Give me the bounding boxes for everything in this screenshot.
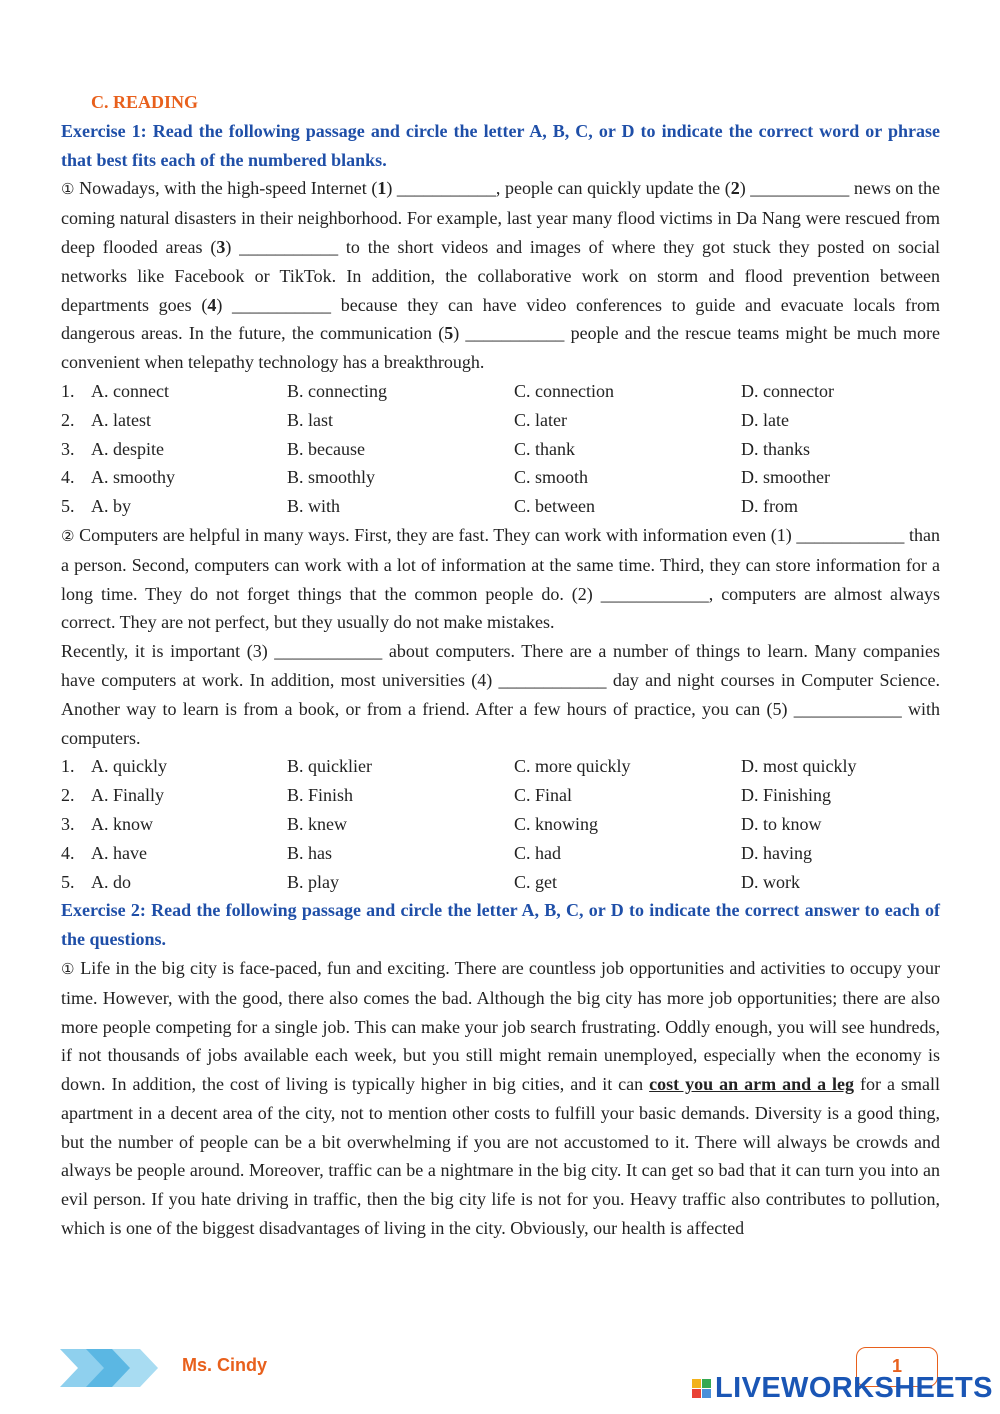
passage-text: ) ___________ news on the coming natural disasters in their neighborhood. For example, last year many flood victims in Da Nang were rescued from deep flooded areas ( [61, 178, 940, 257]
option-a[interactable]: A. latest [91, 409, 151, 430]
passage-text: ) ___________ to the short videos and images of where they got stuck they posted on social networks like Facebook or TikTok. In addition, the collaborative work on storm and flood prevention between departments goes ( [61, 236, 940, 315]
blank-number: 5 [444, 323, 454, 344]
option-b[interactable]: B. knew [287, 813, 347, 834]
option-c[interactable]: C. more quickly [514, 756, 631, 777]
page-footer [0, 1340, 1000, 1414]
passage-text: Nowadays, with the high-speed Internet ( [74, 178, 378, 199]
question-row [61, 492, 940, 521]
question-row [61, 839, 940, 868]
option-a[interactable]: A. smoothy [91, 467, 176, 488]
option-c[interactable]: C. thank [514, 438, 575, 459]
question-number: 3. [61, 813, 75, 834]
author-name: Ms. Cindy [182, 1355, 268, 1375]
chevron-arrows-icon [60, 1345, 160, 1391]
option-a[interactable]: A. despite [91, 438, 164, 459]
option-a[interactable]: A. quickly [91, 756, 167, 777]
option-b[interactable]: B. Finish [287, 785, 354, 806]
option-d[interactable]: D. late [741, 409, 789, 430]
option-b[interactable]: B. play [287, 871, 339, 892]
exercise-2-passage [61, 954, 940, 1243]
option-c[interactable]: C. get [514, 871, 557, 892]
option-c[interactable]: C. connection [514, 380, 614, 401]
option-b[interactable]: B. smoothly [287, 467, 376, 488]
option-a[interactable]: A. by [91, 496, 131, 517]
question-number: 5. [61, 871, 75, 892]
blank-number: 2 [730, 178, 740, 199]
question-number: 5. [61, 496, 75, 517]
question-number: 2. [61, 785, 75, 806]
question-row [61, 463, 940, 492]
option-a[interactable]: A. do [91, 871, 131, 892]
option-d[interactable]: D. most quickly [741, 756, 857, 777]
question-number: 2. [61, 409, 75, 430]
blank-number: 4 [207, 294, 217, 315]
option-b[interactable]: B. because [287, 438, 365, 459]
passage-text: ) ___________ because they can have video conferences to guide and evacuate locals from dangerous areas. In the future, the communication ( [61, 294, 940, 344]
question-row [61, 868, 940, 897]
option-d[interactable]: D. work [741, 871, 800, 892]
option-a[interactable]: A. have [91, 842, 147, 863]
passage-text: Life in the big city is face-paced, fun and exciting. There are countless job opportunities and activities to occupy your time. However, with the good, there also comes the bad. Although the big city has more job opportunities; there are also more people competing for a single job. This can make your job search frustrating. Oddly enough, you will see hundreds, if not thousands of jobs available each week, but you still might remain unemployed, especially when the economy is down. In addition, the cost of living is typically higher in big cities, and it can [61, 957, 940, 1095]
option-d[interactable]: D. connector [741, 380, 834, 401]
question-number: 4. [61, 842, 75, 863]
option-d[interactable]: D. Finishing [741, 785, 832, 806]
option-b[interactable]: B. quicklier [287, 756, 372, 777]
question-row [61, 377, 940, 406]
passage-2-para-1 [61, 521, 940, 637]
option-d[interactable]: D. to know [741, 813, 822, 834]
option-c[interactable]: C. later [514, 409, 567, 430]
option-c[interactable]: C. knowing [514, 813, 599, 834]
option-a[interactable]: A. connect [91, 380, 169, 401]
passage-text: ) ___________, people can quickly update the ( [386, 178, 731, 199]
exercise-2-title: Exercise 2: Read the following passage and circle the letter A, B, C, or D to indicate the correct answer to each of the questions. [61, 900, 940, 950]
question-row [61, 781, 940, 810]
question-number: 1. [61, 756, 75, 777]
section-title: C. READING [91, 92, 199, 112]
passage-marker-2: ② [61, 526, 75, 545]
option-d[interactable]: D. having [741, 842, 812, 863]
live-blocks-icon [692, 1379, 711, 1398]
question-number: 4. [61, 467, 75, 488]
option-b[interactable]: B. last [287, 409, 334, 430]
option-d[interactable]: D. thanks [741, 438, 810, 459]
question-row [61, 752, 940, 781]
option-c[interactable]: C. Final [514, 785, 573, 806]
option-a[interactable]: A. know [91, 813, 153, 834]
passage-marker-1: ① [61, 180, 75, 199]
option-b[interactable]: B. with [287, 496, 341, 517]
option-b[interactable]: B. connecting [287, 380, 387, 401]
question-row [61, 810, 940, 839]
question-row [61, 406, 940, 435]
option-d[interactable]: D. smoother [741, 467, 830, 488]
passage-text: ) ___________ people and the rescue teams might be much more convenient when telepathy technology has a breakthrough. [61, 323, 940, 373]
question-number: 3. [61, 438, 75, 459]
passage-text: Computers are helpful in many ways. First, they are fast. They can work with information even (1) ____________ than a person. Second, computers can work with a lot of information at the same time. Third, they can store information for a long time. They do not forget things that the common people do. (2) ____________, computers are almost always correct. They are not perfect, but they usually do not make mistakes. [61, 524, 940, 633]
option-b[interactable]: B. has [287, 842, 332, 863]
option-c[interactable]: C. had [514, 842, 561, 863]
page-number: 1 [891, 1356, 902, 1376]
passage-1 [61, 174, 940, 377]
option-a[interactable]: A. Finally [91, 785, 165, 806]
option-c[interactable]: C. between [514, 496, 595, 517]
blank-number: 1 [377, 178, 387, 199]
question-list-2 [61, 752, 940, 896]
question-list-1 [61, 377, 940, 521]
brand-name: LIVEWORKSHEETS [715, 1372, 993, 1404]
blank-number: 3 [216, 236, 226, 257]
option-d[interactable]: D. from [741, 496, 798, 517]
liveworksheets-logo [692, 1372, 993, 1404]
passage-text: for a small apartment in a decent area of the city, not to mention other costs to fulfill your basic demands. Diversity is a good thing, but the number of people can be a bit overwhelming if you are not accustomed to it. There will always be crowds and always be people around. Moreover, traffic can be a nightmare in the big city. It can get so bad that it can turn you into an evil person. If you hate driving in traffic, then the big city life is not for you. Heavy traffic also contributes to pollution, which is one of the biggest disadvantages of living in the city. Obviously, our health is affected [61, 1074, 940, 1239]
passage-marker-3: ① [61, 959, 76, 978]
question-number: 1. [61, 380, 75, 401]
highlighted-idiom: cost you an arm and a leg [649, 1074, 855, 1095]
option-c[interactable]: C. smooth [514, 467, 589, 488]
exercise-1-title: Exercise 1: Read the following passage and circle the letter A, B, C, or D to indicate the correct word or phrase that best fits each of the numbered blanks. [61, 120, 940, 170]
worksheet-page [61, 88, 940, 1243]
passage-2-para-2: Recently, it is important (3) ____________ about computers. There are a number of things to learn. Many companies have computers at work. In addition, most universities (4) ____________ day and night courses in Computer Science. Another way to learn is from a book, or from a friend. After a few hours of practice, you can (5) ____________ with computers. [61, 641, 940, 748]
question-row [61, 435, 940, 464]
